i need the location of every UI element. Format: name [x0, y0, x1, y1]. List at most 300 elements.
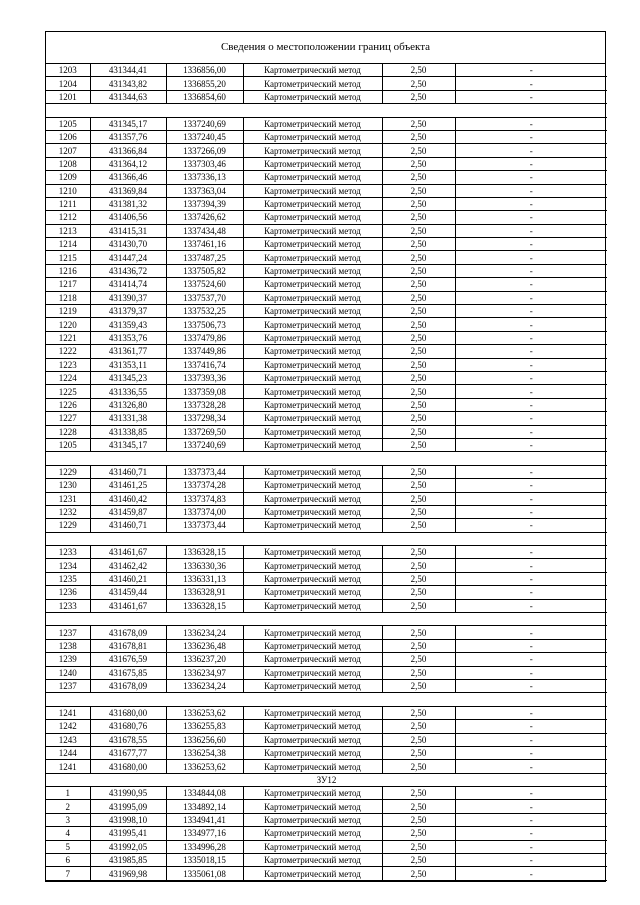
method-cell: Картометрический метод: [243, 358, 382, 371]
point-number-cell: 1227: [46, 412, 90, 425]
y-coordinate-cell: 1337359,08: [166, 385, 243, 398]
x-coordinate-cell: 431326,80: [90, 398, 166, 411]
y-coordinate-cell: 1336234,24: [166, 626, 243, 639]
table-row: [46, 130, 607, 143]
x-coordinate-cell: 431353,11: [90, 358, 166, 371]
accuracy-cell: 2,50: [382, 639, 455, 652]
x-coordinate-cell: 431436,72: [90, 264, 166, 277]
description-cell: -: [455, 398, 607, 411]
accuracy-cell: 2,50: [382, 264, 455, 277]
description-cell: -: [455, 559, 607, 572]
method-cell: Картометрический метод: [243, 854, 382, 867]
method-cell: Картометрический метод: [243, 733, 382, 746]
accuracy-cell: 2,50: [382, 787, 455, 800]
method-cell: Картометрический метод: [243, 746, 382, 759]
point-number-cell: 1238: [46, 639, 90, 652]
x-coordinate-cell: 431345,17: [90, 117, 166, 130]
accuracy-cell: 2,50: [382, 559, 455, 572]
accuracy-cell: 2,50: [382, 572, 455, 585]
description-cell: -: [455, 371, 607, 384]
table-row: [46, 586, 607, 599]
table-row: [46, 144, 607, 157]
y-coordinate-cell: 1336234,97: [166, 666, 243, 679]
x-coordinate-cell: 431460,71: [90, 519, 166, 532]
method-cell: Картометрический метод: [243, 706, 382, 719]
x-coordinate-cell: 431366,84: [90, 144, 166, 157]
description-cell: -: [455, 130, 607, 143]
point-number-cell: 1201: [46, 90, 90, 103]
x-coordinate-cell: 431338,85: [90, 425, 166, 438]
description-cell: -: [455, 586, 607, 599]
point-number-cell: 1221: [46, 331, 90, 344]
description-cell: -: [455, 827, 607, 840]
table-row: [46, 720, 607, 733]
table-row: [46, 318, 607, 331]
x-coordinate-cell: 431678,09: [90, 679, 166, 692]
x-coordinate-cell: 431985,85: [90, 854, 166, 867]
coordinates-table-body: [46, 64, 607, 880]
table-row: [46, 867, 607, 880]
point-number-cell: 1218: [46, 291, 90, 304]
accuracy-cell: 2,50: [382, 345, 455, 358]
point-number-cell: 1205: [46, 117, 90, 130]
accuracy-cell: 2,50: [382, 318, 455, 331]
point-number-cell: 1206: [46, 130, 90, 143]
accuracy-cell: 2,50: [382, 371, 455, 384]
accuracy-cell: 2,50: [382, 800, 455, 813]
x-coordinate-cell: 431447,24: [90, 251, 166, 264]
table-row: [46, 345, 607, 358]
description-cell: -: [455, 345, 607, 358]
table-row: [46, 479, 607, 492]
method-cell: Картометрический метод: [243, 438, 382, 451]
x-coordinate-cell: 431381,32: [90, 197, 166, 210]
y-coordinate-cell: 1336253,62: [166, 706, 243, 719]
table-row: [46, 800, 607, 813]
separator-cell: [46, 104, 607, 117]
description-cell: -: [455, 679, 607, 692]
method-cell: Картометрический метод: [243, 479, 382, 492]
table-row: [46, 77, 607, 90]
point-number-cell: 1239: [46, 653, 90, 666]
accuracy-cell: 2,50: [382, 77, 455, 90]
point-number-cell: 1232: [46, 505, 90, 518]
description-cell: -: [455, 599, 607, 612]
table-row: [46, 184, 607, 197]
y-coordinate-cell: 1336855,20: [166, 77, 243, 90]
method-cell: Картометрический метод: [243, 666, 382, 679]
y-coordinate-cell: 1337336,13: [166, 171, 243, 184]
x-coordinate-cell: 431369,84: [90, 184, 166, 197]
point-number-cell: 7: [46, 867, 90, 880]
point-number-cell: 1229: [46, 519, 90, 532]
method-cell: Картометрический метод: [243, 345, 382, 358]
accuracy-cell: 2,50: [382, 291, 455, 304]
table-row: [46, 572, 607, 585]
description-cell: -: [455, 746, 607, 759]
accuracy-cell: 2,50: [382, 679, 455, 692]
table-row: [46, 197, 607, 210]
y-coordinate-cell: 1337303,46: [166, 157, 243, 170]
description-cell: -: [455, 546, 607, 559]
x-coordinate-cell: 431344,41: [90, 64, 166, 77]
point-number-cell: 1219: [46, 305, 90, 318]
group-separator-row: [46, 452, 607, 465]
accuracy-cell: 2,50: [382, 278, 455, 291]
table-row: [46, 157, 607, 170]
y-coordinate-cell: 1336854,60: [166, 90, 243, 103]
point-number-cell: 1234: [46, 559, 90, 572]
table-row: [46, 117, 607, 130]
method-cell: Картометрический метод: [243, 318, 382, 331]
description-cell: -: [455, 251, 607, 264]
x-coordinate-cell: 431430,70: [90, 238, 166, 251]
accuracy-cell: 2,50: [382, 479, 455, 492]
method-cell: Картометрический метод: [243, 224, 382, 237]
point-number-cell: 1229: [46, 465, 90, 478]
table-row: [46, 305, 607, 318]
table-row: [46, 679, 607, 692]
method-cell: Картометрический метод: [243, 144, 382, 157]
description-cell: -: [455, 639, 607, 652]
x-coordinate-cell: 431344,63: [90, 90, 166, 103]
table-row: [46, 238, 607, 251]
accuracy-cell: 2,50: [382, 144, 455, 157]
x-coordinate-cell: 431460,42: [90, 492, 166, 505]
y-coordinate-cell: 1337449,86: [166, 345, 243, 358]
table-row: [46, 171, 607, 184]
accuracy-cell: 2,50: [382, 492, 455, 505]
method-cell: Картометрический метод: [243, 171, 382, 184]
method-cell: Картометрический метод: [243, 331, 382, 344]
x-coordinate-cell: 431992,05: [90, 840, 166, 853]
accuracy-cell: 2,50: [382, 331, 455, 344]
accuracy-cell: 2,50: [382, 117, 455, 130]
method-cell: Картометрический метод: [243, 599, 382, 612]
method-cell: Картометрический метод: [243, 264, 382, 277]
description-cell: -: [455, 465, 607, 478]
y-coordinate-cell: 1337426,62: [166, 211, 243, 224]
accuracy-cell: 2,50: [382, 358, 455, 371]
y-coordinate-cell: 1334844,08: [166, 787, 243, 800]
accuracy-cell: 2,50: [382, 653, 455, 666]
x-coordinate-cell: 431459,87: [90, 505, 166, 518]
method-cell: Картометрический метод: [243, 305, 382, 318]
table-row: [46, 599, 607, 612]
point-number-cell: 1211: [46, 197, 90, 210]
x-coordinate-cell: 431343,82: [90, 77, 166, 90]
table-row: [46, 264, 607, 277]
point-number-cell: 1235: [46, 572, 90, 585]
method-cell: Картометрический метод: [243, 465, 382, 478]
y-coordinate-cell: 1335018,15: [166, 854, 243, 867]
section-label: ЗУ12: [46, 773, 607, 786]
description-cell: -: [455, 867, 607, 880]
method-cell: Картометрический метод: [243, 546, 382, 559]
table-row: [46, 760, 607, 773]
x-coordinate-cell: 431331,38: [90, 412, 166, 425]
table-row: [46, 626, 607, 639]
description-cell: -: [455, 854, 607, 867]
x-coordinate-cell: 431680,76: [90, 720, 166, 733]
point-number-cell: 1222: [46, 345, 90, 358]
x-coordinate-cell: 431677,77: [90, 746, 166, 759]
x-coordinate-cell: 431359,43: [90, 318, 166, 331]
description-cell: -: [455, 572, 607, 585]
accuracy-cell: 2,50: [382, 465, 455, 478]
x-coordinate-cell: 431995,09: [90, 800, 166, 813]
point-number-cell: 1240: [46, 666, 90, 679]
table-row: [46, 291, 607, 304]
point-number-cell: 1233: [46, 599, 90, 612]
point-number-cell: 1241: [46, 760, 90, 773]
accuracy-cell: 2,50: [382, 305, 455, 318]
accuracy-cell: 2,50: [382, 184, 455, 197]
method-cell: Картометрический метод: [243, 197, 382, 210]
y-coordinate-cell: 1337506,73: [166, 318, 243, 331]
y-coordinate-cell: 1336328,91: [166, 586, 243, 599]
table-row: [46, 90, 607, 103]
accuracy-cell: 2,50: [382, 211, 455, 224]
separator-cell: [46, 693, 607, 706]
method-cell: Картометрический метод: [243, 412, 382, 425]
description-cell: -: [455, 77, 607, 90]
x-coordinate-cell: 431336,55: [90, 385, 166, 398]
table-row: [46, 211, 607, 224]
point-number-cell: 3: [46, 813, 90, 826]
description-cell: -: [455, 626, 607, 639]
description-cell: -: [455, 224, 607, 237]
section-header-row: [46, 773, 607, 786]
y-coordinate-cell: 1337487,25: [166, 251, 243, 264]
description-cell: -: [455, 211, 607, 224]
coordinates-table: [46, 64, 607, 881]
method-cell: Картометрический метод: [243, 291, 382, 304]
description-cell: -: [455, 425, 607, 438]
y-coordinate-cell: 1336856,00: [166, 64, 243, 77]
method-cell: Картометрический метод: [243, 371, 382, 384]
point-number-cell: 1220: [46, 318, 90, 331]
point-number-cell: 1215: [46, 251, 90, 264]
method-cell: Картометрический метод: [243, 278, 382, 291]
accuracy-cell: 2,50: [382, 412, 455, 425]
accuracy-cell: 2,50: [382, 827, 455, 840]
x-coordinate-cell: 431995,41: [90, 827, 166, 840]
point-number-cell: 1243: [46, 733, 90, 746]
accuracy-cell: 2,50: [382, 760, 455, 773]
y-coordinate-cell: 1334996,28: [166, 840, 243, 853]
table-row: [46, 371, 607, 384]
y-coordinate-cell: 1336234,24: [166, 679, 243, 692]
point-number-cell: 1210: [46, 184, 90, 197]
group-separator-row: [46, 104, 607, 117]
group-separator-row: [46, 693, 607, 706]
method-cell: Картометрический метод: [243, 800, 382, 813]
separator-cell: [46, 532, 607, 545]
method-cell: Картометрический метод: [243, 90, 382, 103]
y-coordinate-cell: 1337374,28: [166, 479, 243, 492]
method-cell: Картометрический метод: [243, 586, 382, 599]
method-cell: Картометрический метод: [243, 77, 382, 90]
method-cell: Картометрический метод: [243, 251, 382, 264]
y-coordinate-cell: 1336256,60: [166, 733, 243, 746]
method-cell: Картометрический метод: [243, 760, 382, 773]
description-cell: -: [455, 479, 607, 492]
description-cell: -: [455, 813, 607, 826]
y-coordinate-cell: 1337416,74: [166, 358, 243, 371]
point-number-cell: 1207: [46, 144, 90, 157]
accuracy-cell: 2,50: [382, 197, 455, 210]
separator-cell: [46, 452, 607, 465]
group-separator-row: [46, 532, 607, 545]
point-number-cell: 1217: [46, 278, 90, 291]
y-coordinate-cell: 1335061,08: [166, 867, 243, 880]
table-row: [46, 840, 607, 853]
description-cell: -: [455, 144, 607, 157]
y-coordinate-cell: 1336331,13: [166, 572, 243, 585]
y-coordinate-cell: 1336255,83: [166, 720, 243, 733]
accuracy-cell: 2,50: [382, 130, 455, 143]
description-cell: -: [455, 64, 607, 77]
description-cell: -: [455, 720, 607, 733]
point-number-cell: 1216: [46, 264, 90, 277]
description-cell: -: [455, 800, 607, 813]
description-cell: -: [455, 358, 607, 371]
table-row: [46, 639, 607, 652]
method-cell: Картометрический метод: [243, 639, 382, 652]
y-coordinate-cell: 1337524,60: [166, 278, 243, 291]
y-coordinate-cell: 1337393,36: [166, 371, 243, 384]
y-coordinate-cell: 1336237,20: [166, 653, 243, 666]
table-row: [46, 251, 607, 264]
accuracy-cell: 2,50: [382, 438, 455, 451]
method-cell: Картометрический метод: [243, 572, 382, 585]
x-coordinate-cell: 431678,55: [90, 733, 166, 746]
method-cell: Картометрический метод: [243, 492, 382, 505]
description-cell: -: [455, 305, 607, 318]
y-coordinate-cell: 1336254,38: [166, 746, 243, 759]
table-row: [46, 465, 607, 478]
description-cell: -: [455, 171, 607, 184]
description-cell: -: [455, 653, 607, 666]
table-row: [46, 412, 607, 425]
accuracy-cell: 2,50: [382, 813, 455, 826]
table-row: [46, 519, 607, 532]
y-coordinate-cell: 1337461,16: [166, 238, 243, 251]
x-coordinate-cell: 431990,95: [90, 787, 166, 800]
x-coordinate-cell: 431998,10: [90, 813, 166, 826]
accuracy-cell: 2,50: [382, 546, 455, 559]
description-cell: -: [455, 760, 607, 773]
table-row: [46, 706, 607, 719]
y-coordinate-cell: 1337240,45: [166, 130, 243, 143]
description-cell: -: [455, 787, 607, 800]
description-cell: -: [455, 706, 607, 719]
method-cell: Картометрический метод: [243, 867, 382, 880]
accuracy-cell: 2,50: [382, 251, 455, 264]
description-cell: -: [455, 184, 607, 197]
method-cell: Картометрический метод: [243, 211, 382, 224]
description-cell: -: [455, 331, 607, 344]
point-number-cell: 1213: [46, 224, 90, 237]
y-coordinate-cell: 1336330,36: [166, 559, 243, 572]
accuracy-cell: 2,50: [382, 505, 455, 518]
accuracy-cell: 2,50: [382, 398, 455, 411]
boundary-document: [45, 31, 606, 882]
description-cell: -: [455, 278, 607, 291]
point-number-cell: 1226: [46, 398, 90, 411]
method-cell: Картометрический метод: [243, 653, 382, 666]
accuracy-cell: 2,50: [382, 733, 455, 746]
x-coordinate-cell: 431345,23: [90, 371, 166, 384]
x-coordinate-cell: 431353,76: [90, 331, 166, 344]
y-coordinate-cell: 1337479,86: [166, 331, 243, 344]
point-number-cell: 1233: [46, 546, 90, 559]
x-coordinate-cell: 431678,81: [90, 639, 166, 652]
method-cell: Картометрический метод: [243, 559, 382, 572]
description-cell: -: [455, 318, 607, 331]
y-coordinate-cell: 1337328,28: [166, 398, 243, 411]
x-coordinate-cell: 431462,42: [90, 559, 166, 572]
x-coordinate-cell: 431357,76: [90, 130, 166, 143]
y-coordinate-cell: 1337374,83: [166, 492, 243, 505]
table-row: [46, 331, 607, 344]
accuracy-cell: 2,50: [382, 90, 455, 103]
table-row: [46, 854, 607, 867]
point-number-cell: 1208: [46, 157, 90, 170]
method-cell: Картометрический метод: [243, 398, 382, 411]
x-coordinate-cell: 431366,46: [90, 171, 166, 184]
description-cell: -: [455, 117, 607, 130]
x-coordinate-cell: 431460,21: [90, 572, 166, 585]
y-coordinate-cell: 1337373,44: [166, 519, 243, 532]
point-number-cell: 1214: [46, 238, 90, 251]
y-coordinate-cell: 1334892,14: [166, 800, 243, 813]
method-cell: Картометрический метод: [243, 787, 382, 800]
y-coordinate-cell: 1336328,15: [166, 599, 243, 612]
y-coordinate-cell: 1336236,48: [166, 639, 243, 652]
y-coordinate-cell: 1337240,69: [166, 438, 243, 451]
x-coordinate-cell: 431676,59: [90, 653, 166, 666]
accuracy-cell: 2,50: [382, 238, 455, 251]
x-coordinate-cell: 431461,67: [90, 599, 166, 612]
accuracy-cell: 2,50: [382, 171, 455, 184]
x-coordinate-cell: 431364,12: [90, 157, 166, 170]
x-coordinate-cell: 431414,74: [90, 278, 166, 291]
point-number-cell: 6: [46, 854, 90, 867]
x-coordinate-cell: 431461,67: [90, 546, 166, 559]
description-cell: -: [455, 733, 607, 746]
description-cell: -: [455, 412, 607, 425]
method-cell: Картометрический метод: [243, 679, 382, 692]
y-coordinate-cell: 1337269,50: [166, 425, 243, 438]
description-cell: -: [455, 264, 607, 277]
description-cell: -: [455, 238, 607, 251]
table-row: [46, 64, 607, 77]
x-coordinate-cell: 431345,17: [90, 438, 166, 451]
table-row: [46, 385, 607, 398]
point-number-cell: 4: [46, 827, 90, 840]
method-cell: Картометрический метод: [243, 720, 382, 733]
point-number-cell: 1203: [46, 64, 90, 77]
y-coordinate-cell: 1337434,48: [166, 224, 243, 237]
description-cell: -: [455, 90, 607, 103]
method-cell: Картометрический метод: [243, 385, 382, 398]
y-coordinate-cell: 1337394,39: [166, 197, 243, 210]
point-number-cell: 2: [46, 800, 90, 813]
description-cell: -: [455, 438, 607, 451]
point-number-cell: 1231: [46, 492, 90, 505]
